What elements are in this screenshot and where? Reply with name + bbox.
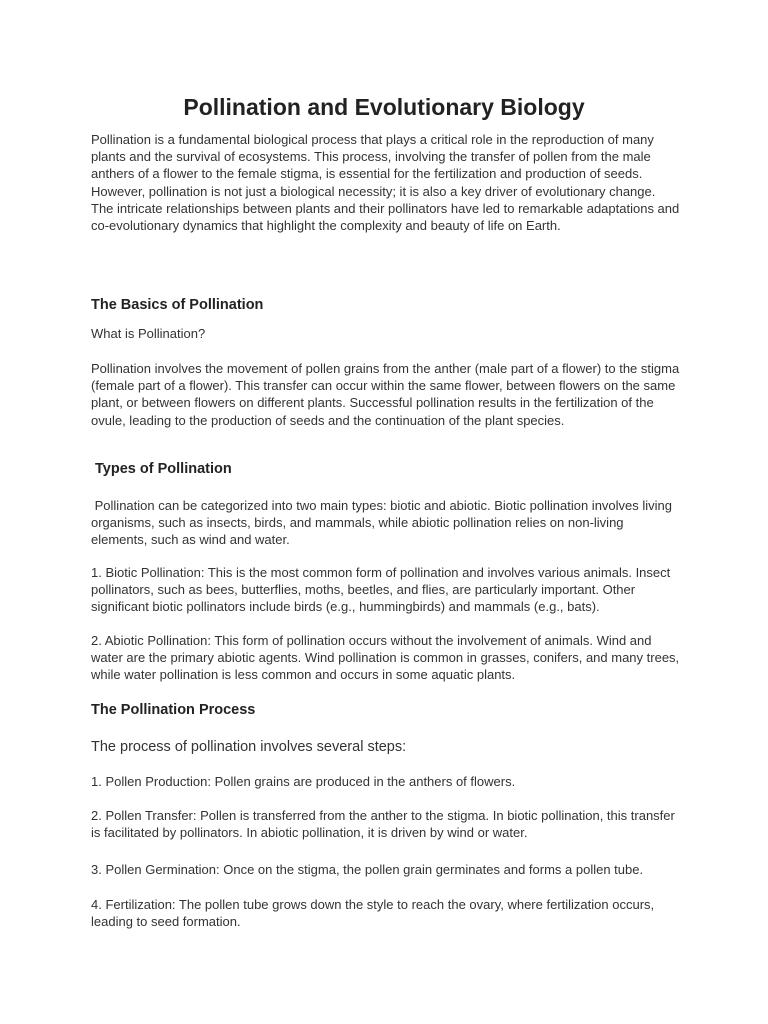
- types-heading: Types of Pollination: [91, 461, 232, 477]
- process-step-2: 2. Pollen Transfer: Pollen is transferred from the anther to the stigma. In biotic pollination, this transfer is facilitated by pollinators. In abiotic pollination, it is driven by wind or water.: [91, 808, 675, 841]
- process-step-4: 4. Fertilization: The pollen tube grows down the style to reach the ovary, where fertilization occurs, leading to seed formation.: [91, 897, 655, 930]
- basics-heading: The Basics of Pollination: [91, 297, 264, 313]
- basics-paragraph: Pollination involves the movement of pollen grains from the anther (male part of a flower) to the stigma (female part of a flower). This transfer can occur within the same flower, between flowers on the same plant, or between flowers on different plants. Successful pollination results in the fertilization of the ovule, leading to the production of seeds and the continuation of the plant species.: [91, 361, 680, 428]
- intro-paragraph: Pollination is a fundamental biological process that plays a critical role in the reproduction of many plants and the survival of ecosystems. This process, involving the transfer of pollen from the male anthers of a flower to the female stigma, is essential for the fertilization and production of seeds. However, pollination is not just a biological necessity; it is also a key driver of evolutionary change. The intricate relationships between plants and their pollinators have led to remarkable adaptations and co-evolutionary dynamics that highlight the complexity and beauty of life on Earth.: [91, 132, 680, 234]
- process-heading: The Pollination Process: [91, 702, 256, 718]
- page-title: Pollination and Evolutionary Biology: [183, 94, 585, 120]
- basics-subheading: What is Pollination?: [91, 326, 206, 341]
- process-lead: The process of pollination involves several steps:: [91, 739, 407, 755]
- process-step-1: 1. Pollen Production: Pollen grains are produced in the anthers of flowers.: [91, 774, 516, 789]
- types-intro-paragraph: Pollination can be categorized into two main types: biotic and abiotic. Biotic pollination involves living organisms, such as insects, birds, and mammals, while abiotic pollination relies on non-living elements, such as wind and water.: [91, 498, 676, 548]
- process-step-3: 3. Pollen Germination: Once on the stigma, the pollen grain germinates and forms a pollen tube.: [91, 862, 644, 877]
- abiotic-paragraph: 2. Abiotic Pollination: This form of pollination occurs without the involvement of animals. Wind and water are the primary abiotic agents. Wind pollination is common in grasses, conifers, and many trees, while water pollination is less common and occurs in some aquatic plants.: [91, 633, 680, 683]
- biotic-paragraph: 1. Biotic Pollination: This is the most common form of pollination and involves various animals. Insect pollinators, such as bees, butterflies, moths, beetles, and flies, are particularly important. Other significant biotic pollinators include birds (e.g., hummingbirds) and mammals (e.g., bats).: [91, 565, 671, 615]
